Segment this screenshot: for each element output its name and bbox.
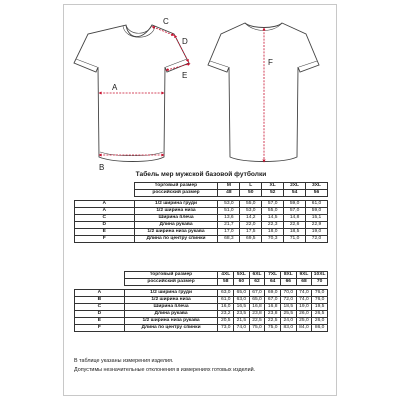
measure-value: 55,0: [240, 201, 262, 208]
measure-value: 65,0: [234, 290, 250, 297]
measure-letter: F: [75, 325, 125, 332]
size-chart-card: [63, 4, 337, 396]
blank-cell: [75, 190, 135, 197]
measure-letter: A: [75, 290, 125, 297]
measure-value: 18,0: [262, 229, 284, 236]
size-header-cell: XL: [262, 183, 284, 190]
size-header-cell: M: [218, 183, 240, 190]
measure-value: 53,0: [240, 208, 262, 215]
size-table-2: [74, 271, 328, 332]
measure-value: 26,5: [312, 311, 328, 318]
size-header-cell: 10XL: [312, 272, 328, 279]
measure-value: 76,0: [312, 290, 328, 297]
measure-value: 19,5: [312, 304, 328, 311]
measure-value: 70,3: [262, 236, 284, 243]
measure-value: 63,0: [218, 290, 234, 297]
measure-value: 16,8: [265, 304, 281, 311]
table-row: [75, 208, 328, 215]
header-label: торговый размер: [134, 183, 218, 190]
measure-value: 21,5: [234, 318, 250, 325]
measure-value: 15,1: [306, 215, 328, 222]
size-header-cell: 7XL: [265, 272, 281, 279]
measure-value: 69,5: [240, 236, 262, 243]
measure-value: 23,5: [234, 311, 250, 318]
measure-value: 20,5: [218, 318, 234, 325]
table-row: [75, 325, 328, 332]
tshirt-back-view: [208, 23, 319, 162]
measure-value: 74,0: [296, 297, 312, 304]
measure-value: 22,3: [262, 222, 284, 229]
measure-value: 23,8: [249, 311, 265, 318]
measure-name: Длина по центру спинки: [134, 236, 218, 243]
size-header-cell: 48: [218, 190, 240, 197]
header-label: российский размер: [124, 279, 218, 286]
measure-value: 14,8: [284, 215, 306, 222]
measure-value: 59,0: [284, 201, 306, 208]
measure-value: 69,0: [265, 290, 281, 297]
measure-value: 23,2: [218, 311, 234, 318]
measure-value: 18,5: [280, 304, 296, 311]
measure-value: 74,0: [296, 290, 312, 297]
measure-name: Длина рукава: [134, 222, 218, 229]
measure-value: 84,0: [296, 325, 312, 332]
size-header-cell: 70: [312, 279, 328, 286]
measure-letter: E: [75, 229, 135, 236]
measure-value: 26,0: [296, 311, 312, 318]
size-header-cell: L: [240, 183, 262, 190]
size-header-cell: 56: [306, 190, 328, 197]
chart-title: Табель мер мужской базовой футболки: [135, 171, 267, 178]
measure-name: 1/2 ширина низа: [124, 297, 218, 304]
measure-value: 19,0: [306, 229, 328, 236]
measure-letter: A: [75, 201, 135, 208]
measure-name: Длина рукава: [124, 311, 218, 318]
measure-value: 17,0: [218, 229, 240, 236]
measure-letter: D: [75, 222, 135, 229]
note-line: В таблице указаны измерения изделия.: [74, 358, 174, 364]
measure-value: 57,0: [262, 201, 284, 208]
measure-value: 73,0: [218, 325, 234, 332]
measure-value: 72,0: [280, 297, 296, 304]
measure-name: 1/2 ширина низа: [134, 208, 218, 215]
measure-value: 26,0: [312, 318, 328, 325]
measure-value: 53,0: [218, 201, 240, 208]
measure-letter: E: [75, 318, 125, 325]
measure-value: 55,0: [262, 208, 284, 215]
measure-value: 22,9: [306, 222, 328, 229]
measure-name: 1/2 ширина груди: [134, 201, 218, 208]
table-row: [75, 201, 328, 208]
measure-value: 57,0: [284, 208, 306, 215]
size-header-cell: 52: [262, 190, 284, 197]
measure-letter: C: [75, 304, 125, 311]
header-row: [75, 183, 328, 190]
size-table-1: [74, 182, 328, 243]
measure-value: 68,3: [218, 236, 240, 243]
measure-value: 25,5: [280, 311, 296, 318]
measure-value: 14,5: [262, 215, 284, 222]
measure-value: 21,7: [218, 222, 240, 229]
measure-name: Ширина плеча: [124, 304, 218, 311]
measure-value: 17,5: [240, 229, 262, 236]
measure-letter: F: [75, 236, 135, 243]
measure-value: 23,8: [265, 311, 281, 318]
table-row: [75, 290, 328, 297]
measure-value: 16,8: [249, 304, 265, 311]
size-header-cell: 8XL: [280, 272, 296, 279]
size-header-cell: 5XL: [234, 272, 250, 279]
measure-value: 74,0: [234, 325, 250, 332]
table-row: [75, 311, 328, 318]
size-header-cell: 62: [249, 279, 265, 286]
size-header-cell: 4XL: [218, 272, 234, 279]
tshirt-front-view: [74, 25, 189, 162]
measure-value: 86,0: [312, 325, 328, 332]
size-header-cell: 60: [234, 279, 250, 286]
measure-value: 67,0: [249, 290, 265, 297]
notes: [74, 357, 255, 374]
measure-value: 25,0: [296, 318, 312, 325]
table-row: [75, 215, 328, 222]
table-row: [75, 304, 328, 311]
size-header-cell: 6XL: [249, 272, 265, 279]
measure-name: Ширина плеча: [134, 215, 218, 222]
header-label: российский размер: [134, 190, 218, 197]
size-header-cell: 64: [265, 279, 281, 286]
measure-value: 65,0: [249, 297, 265, 304]
blank-cell: [75, 279, 125, 286]
measure-value: 16,0: [218, 304, 234, 311]
label-f: F: [268, 58, 273, 67]
note-line: Допустимы незначительные отклонения в измерениях готовых изделий.: [74, 366, 256, 373]
table-row: [75, 236, 328, 243]
measure-value: 83,0: [280, 325, 296, 332]
size-header-cell: 54: [284, 190, 306, 197]
measure-c-arrow: [153, 27, 173, 35]
measure-value: 75,0: [265, 325, 281, 332]
label-a: A: [112, 83, 118, 92]
size-header-cell: 3XL: [306, 183, 328, 190]
label-e: E: [182, 71, 188, 80]
size-header-cell: 68: [296, 279, 312, 286]
blank-cell: [75, 183, 135, 190]
blank-cell: [75, 272, 125, 279]
measure-value: 59,0: [306, 208, 328, 215]
header-row: [75, 272, 328, 279]
measure-value: 22,5: [249, 318, 265, 325]
table-row: [75, 222, 328, 229]
measure-value: 61,0: [306, 201, 328, 208]
measure-name: 1/2 ширина низа рукава: [134, 229, 218, 236]
label-b: B: [99, 163, 105, 171]
measure-value: 51,0: [218, 208, 240, 215]
size-header-cell: 66: [280, 279, 296, 286]
size-header-cell: 9XL: [296, 272, 312, 279]
measure-value: 22,5: [265, 318, 281, 325]
header-row: [75, 190, 328, 197]
measure-name: 1/2 ширина низа рукава: [124, 318, 218, 325]
measure-letter: A: [75, 208, 135, 215]
measure-value: 71,0: [284, 236, 306, 243]
measure-value: 18,5: [284, 229, 306, 236]
measure-value: 13,6: [218, 215, 240, 222]
label-c: C: [163, 17, 169, 26]
measure-letter: D: [75, 311, 125, 318]
size-header-cell: 50: [240, 190, 262, 197]
header-label: торговый размер: [124, 272, 218, 279]
measure-name: 1/2 ширина груди: [124, 290, 218, 297]
tshirt-diagram: [64, 5, 338, 171]
header-row: [75, 279, 328, 286]
measure-value: 19,0: [296, 304, 312, 311]
measure-value: 63,0: [234, 297, 250, 304]
measure-letter: C: [75, 215, 135, 222]
measure-value: 75,0: [249, 325, 265, 332]
measure-value: 67,0: [265, 297, 281, 304]
measure-e-arrow: [167, 64, 189, 70]
measure-value: 61,0: [218, 297, 234, 304]
measure-value: 16,5: [234, 304, 250, 311]
measure-value: 76,0: [312, 297, 328, 304]
table-row: [75, 229, 328, 236]
measure-letter: B: [75, 297, 125, 304]
measure-value: 70,0: [280, 290, 296, 297]
table-row: [75, 318, 328, 325]
measure-value: 72,0: [306, 236, 328, 243]
measure-value: 14,2: [240, 215, 262, 222]
size-header-cell: 2XL: [284, 183, 306, 190]
label-d: D: [182, 37, 188, 46]
measure-value: 24,0: [280, 318, 296, 325]
measure-name: Длина по центру спинки: [124, 325, 218, 332]
table-row: [75, 297, 328, 304]
measure-value: 22,0: [240, 222, 262, 229]
measure-value: 22,6: [284, 222, 306, 229]
size-header-cell: 58: [218, 279, 234, 286]
